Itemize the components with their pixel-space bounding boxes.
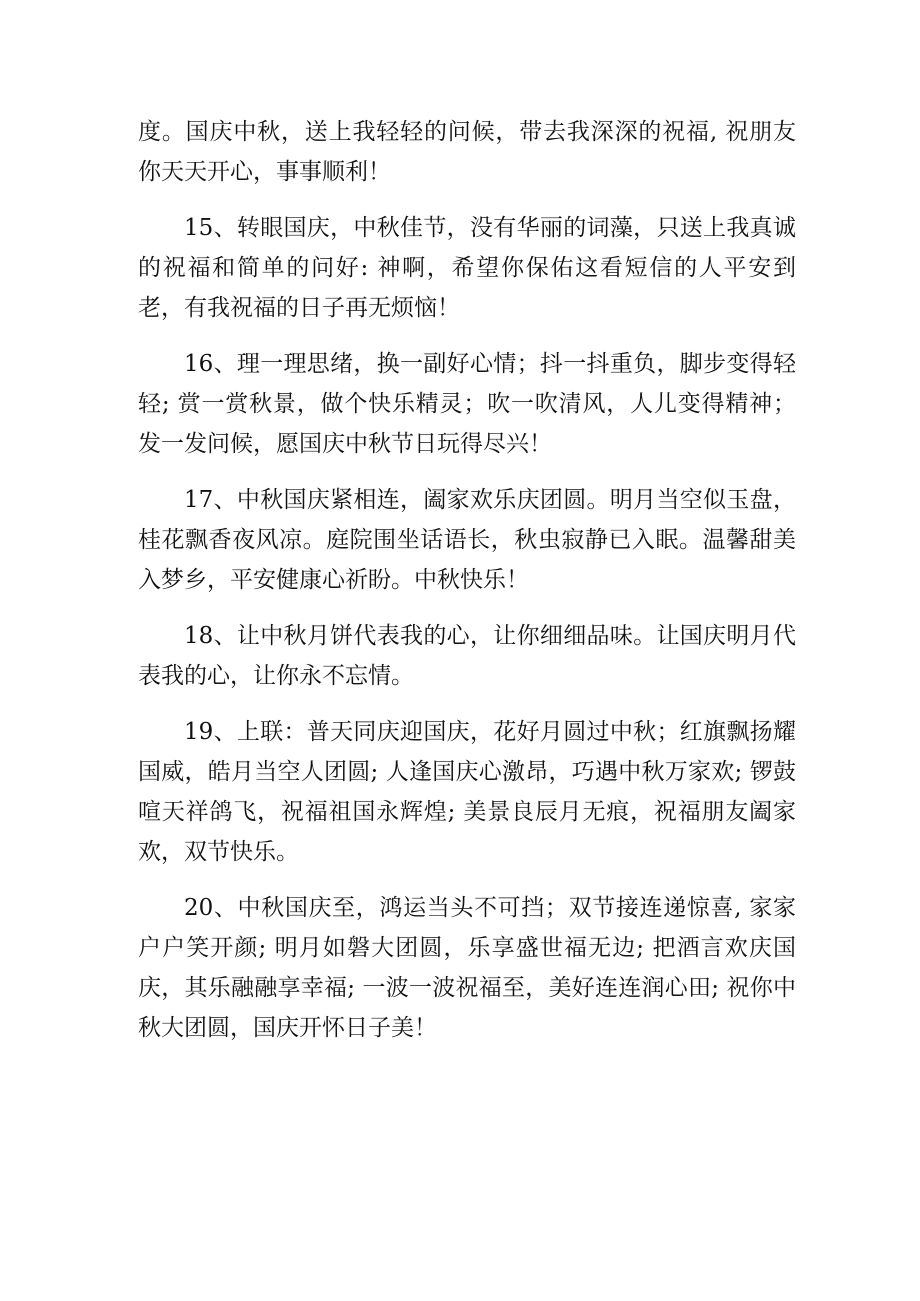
paragraph-16: 16、理一理思绪，换一副好心情；抖一抖重负，脚步变得轻轻; 赏一赏秋景，做个快乐精灵；吹一吹清风，人儿变得精神；发一发问候，愿国庆中秋节日玩得尽兴！ xyxy=(138,351,796,457)
paragraph-20: 20、中秋国庆至，鸿运当头不可挡；双节接连递惊喜, 家家户户笑开颜; 明月如磐大团圆，乐享盛世福无边; 把酒言欢庆国庆，其乐融融享幸福; 一波一波祝福至，美好连连润心田; 祝你中秋大团圆，国庆开怀日子美！ xyxy=(138,895,796,1041)
paragraph-18: 18、让中秋月饼代表我的心，让你细细品味。让国庆明月代表我的心，让你永不忘情。 xyxy=(138,623,796,689)
paragraph-17: 17、中秋国庆紧相连，阖家欢乐庆团圆。明月当空似玉盘，桂花飘香夜风凉。庭院围坐话语长，秋虫寂静已入眠。温馨甜美入梦乡，平安健康心祈盼。中秋快乐！ xyxy=(138,487,796,593)
paragraph-15: 15、转眼国庆，中秋佳节，没有华丽的词藻，只送上我真诚的祝福和简单的问好: 神啊，希望你保佑这看短信的人平安到老，有我祝福的日子再无烦恼！ xyxy=(138,215,796,321)
document-body xyxy=(138,112,796,1064)
paragraph-continuation: 度。国庆中秋，送上我轻轻的问候，带去我深深的祝福, 祝朋友你天天开心，事事顺利！ xyxy=(138,119,796,185)
paragraph-19: 19、上联：普天同庆迎国庆，花好月圆过中秋；红旗飘扬耀国威，皓月当空人团圆; 人逢国庆心激昂，巧遇中秋万家欢; 锣鼓喧天祥鸽飞，祝福祖国永辉煌; 美景良辰月无痕，祝福朋友阖家欢，双节快乐。 xyxy=(138,719,796,865)
